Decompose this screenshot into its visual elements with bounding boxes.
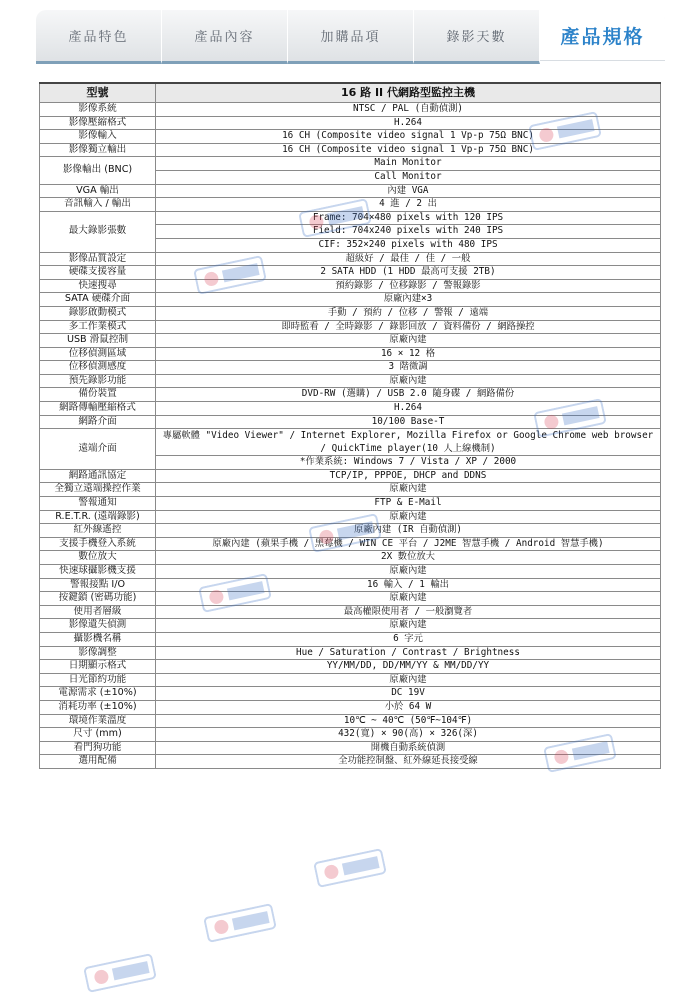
spec-value: 432(寬) × 90(高) × 326(深) <box>156 728 661 742</box>
spec-row <box>40 306 661 320</box>
spec-label: 影像遺失偵測 <box>40 619 156 633</box>
spec-row <box>40 673 661 687</box>
spec-label: 使用者層級 <box>40 605 156 619</box>
spec-label: 預先錄影功能 <box>40 374 156 388</box>
spec-label: 影像輸入 <box>40 130 156 144</box>
spec-row <box>40 388 661 402</box>
spec-value: 原廠內建×3 <box>156 293 661 307</box>
spec-value: DC 19V <box>156 687 661 701</box>
spec-row <box>40 605 661 619</box>
spec-value: H.264 <box>156 116 661 130</box>
watermark-logo <box>203 903 277 943</box>
spec-header-key: 型號 <box>40 83 156 103</box>
spec-value: 原廠內建 (IR 自動偵測) <box>156 524 661 538</box>
spec-value: DVD-RW (選購) / USB 2.0 隨身碟 / 網路備份 <box>156 388 661 402</box>
spec-row <box>40 279 661 293</box>
spec-label: 警報接點 I/O <box>40 578 156 592</box>
spec-row <box>40 700 661 714</box>
spec-row <box>40 347 661 361</box>
spec-label: 位移偵測區域 <box>40 347 156 361</box>
spec-row <box>40 728 661 742</box>
spec-row <box>40 741 661 755</box>
spec-label: R.E.T.R. (遠端錄影) <box>40 510 156 524</box>
spec-label: 攝影機名稱 <box>40 632 156 646</box>
spec-row <box>40 143 661 157</box>
spec-row <box>40 619 661 633</box>
spec-label: 電源需求 (±10%) <box>40 687 156 701</box>
spec-label: 音訊輸入 / 輸出 <box>40 198 156 212</box>
spec-value: 原廠內建 <box>156 592 661 606</box>
spec-row <box>40 524 661 538</box>
spec-row <box>40 592 661 606</box>
spec-row <box>40 157 661 171</box>
spec-label: 影像輸出 (BNC) <box>40 157 156 184</box>
spec-label: 按鍵鎖 (密碼功能) <box>40 592 156 606</box>
spec-header-row <box>40 83 661 103</box>
spec-label: 快速球攝影機支援 <box>40 565 156 579</box>
spec-value: 2X 數位放大 <box>156 551 661 565</box>
spec-label: 快速搜尋 <box>40 279 156 293</box>
spec-label: 網路通訊協定 <box>40 469 156 483</box>
spec-row <box>40 565 661 579</box>
spec-value: 原廠內建 (蘋果手機 / 黑莓機 / WIN CE 平台 / J2ME 智慧手機 / Android 智慧手機) <box>156 537 661 551</box>
spec-value: Main Monitor <box>156 157 661 171</box>
spec-label: 看門狗功能 <box>40 741 156 755</box>
spec-value: 16 CH (Composite video signal 1 Vp-p 75Ω BNC) <box>156 143 661 157</box>
spec-value: *作業系統: Windows 7 / Vista / XP / 2000 <box>156 456 661 470</box>
spec-label: 環境作業溫度 <box>40 714 156 728</box>
spec-row <box>40 402 661 416</box>
spec-label: 數位放大 <box>40 551 156 565</box>
spec-value: 原廠內建 <box>156 483 661 497</box>
tab-contents[interactable]: 產品內容 <box>162 10 288 64</box>
spec-value: 原廠內建 <box>156 334 661 348</box>
spec-label: 影像壓縮格式 <box>40 116 156 130</box>
spec-value: 4 進 / 2 出 <box>156 198 661 212</box>
spec-row <box>40 469 661 483</box>
spec-value: 10℃ ~ 40℃ (50℉~104℉) <box>156 714 661 728</box>
spec-row <box>40 266 661 280</box>
spec-row <box>40 103 661 117</box>
spec-value: NTSC / PAL (自動偵測) <box>156 103 661 117</box>
spec-row <box>40 374 661 388</box>
spec-label: 影像調整 <box>40 646 156 660</box>
spec-value: YY/MM/DD, DD/MM/YY & MM/DD/YY <box>156 660 661 674</box>
spec-row <box>40 320 661 334</box>
spec-label: 影像系統 <box>40 103 156 117</box>
spec-value: CIF: 352×240 pixels with 480 IPS <box>156 238 661 252</box>
spec-row <box>40 483 661 497</box>
spec-row <box>40 252 661 266</box>
spec-value: 16 輸入 / 1 輸出 <box>156 578 661 592</box>
spec-value: 全功能控制盤、紅外線延長接受線 <box>156 755 661 769</box>
spec-value: 最高權限使用者 / 一般瀏覽者 <box>156 605 661 619</box>
spec-label: 最大錄影張數 <box>40 211 156 252</box>
spec-value: 原廠內建 <box>156 619 661 633</box>
spec-row <box>40 537 661 551</box>
spec-label: 日光節約功能 <box>40 673 156 687</box>
spec-row <box>40 687 661 701</box>
spec-row <box>40 429 661 456</box>
spec-row <box>40 361 661 375</box>
spec-value: 3 階微調 <box>156 361 661 375</box>
spec-value: 16 × 12 格 <box>156 347 661 361</box>
tab-features[interactable]: 產品特色 <box>36 10 162 64</box>
spec-tab-bar <box>36 10 666 64</box>
spec-value: 原廠內建 <box>156 673 661 687</box>
spec-value: 小於 64 W <box>156 700 661 714</box>
spec-row <box>40 415 661 429</box>
spec-value: 內建 VGA <box>156 184 661 198</box>
spec-value: Hue / Saturation / Contrast / Brightness <box>156 646 661 660</box>
spec-row <box>40 510 661 524</box>
spec-row <box>40 130 661 144</box>
spec-label: 消耗功率 (±10%) <box>40 700 156 714</box>
spec-row <box>40 497 661 511</box>
spec-label: 影像獨立輸出 <box>40 143 156 157</box>
spec-label: 備份裝置 <box>40 388 156 402</box>
spec-label: 硬碟支援容量 <box>40 266 156 280</box>
spec-value: 6 字元 <box>156 632 661 646</box>
spec-row <box>40 714 661 728</box>
spec-label: 影像品質設定 <box>40 252 156 266</box>
spec-row <box>40 116 661 130</box>
spec-value: 原廠內建 <box>156 565 661 579</box>
spec-label: 位移偵測感度 <box>40 361 156 375</box>
spec-label: 遠端介面 <box>40 429 156 470</box>
spec-value: 即時監看 / 全時錄影 / 錄影回放 / 資料備份 / 網路操控 <box>156 320 661 334</box>
spec-label: 錄影啟動模式 <box>40 306 156 320</box>
watermark-logo <box>313 848 387 888</box>
spec-label: 網路介面 <box>40 415 156 429</box>
spec-label: USB 滑鼠控制 <box>40 334 156 348</box>
spec-value: 2 SATA HDD (1 HDD 最高可支援 2TB) <box>156 266 661 280</box>
spec-row <box>40 334 661 348</box>
spec-value: 預約錄影 / 位移錄影 / 警報錄影 <box>156 279 661 293</box>
spec-label: 選用配備 <box>40 755 156 769</box>
tab-add-ons[interactable]: 加購品項 <box>288 10 414 64</box>
spec-row <box>40 755 661 769</box>
spec-label: 尺寸 (mm) <box>40 728 156 742</box>
spec-value: 原廠內建 <box>156 374 661 388</box>
spec-row <box>40 211 661 225</box>
spec-value: 超級好 / 最佳 / 佳 / 一般 <box>156 252 661 266</box>
spec-label: 支援手機登入系統 <box>40 537 156 551</box>
spec-label: 日期顯示格式 <box>40 660 156 674</box>
spec-label: 多工作業模式 <box>40 320 156 334</box>
spec-value: 手動 / 預約 / 位移 / 警報 / 遠端 <box>156 306 661 320</box>
spec-value: 16 CH (Composite video signal 1 Vp-p 75Ω BNC) <box>156 130 661 144</box>
spec-row <box>40 646 661 660</box>
spec-value: Call Monitor <box>156 170 661 184</box>
spec-label: 網路傳輸壓縮格式 <box>40 402 156 416</box>
watermark-logo <box>83 953 157 993</box>
spec-value: 10/100 Base-T <box>156 415 661 429</box>
spec-value: Field: 704x240 pixels with 240 IPS <box>156 225 661 239</box>
spec-value: 專屬軟體 "Video Viewer" / Internet Explorer, Mozilla Firefox or Google Chrome web browser / QuickTime player(10 人上線機制) <box>156 429 661 456</box>
spec-table-body <box>40 83 661 768</box>
spec-row <box>40 660 661 674</box>
spec-row <box>40 551 661 565</box>
spec-label: SATA 硬碟介面 <box>40 293 156 307</box>
spec-row <box>40 184 661 198</box>
spec-label: VGA 輸出 <box>40 184 156 198</box>
spec-row <box>40 578 661 592</box>
spec-value: FTP & E-Mail <box>156 497 661 511</box>
spec-table <box>39 82 661 769</box>
spec-value: 原廠內建 <box>156 510 661 524</box>
spec-row <box>40 293 661 307</box>
spec-value: H.264 <box>156 402 661 416</box>
tab-specifications[interactable]: 產品規格 <box>540 10 666 64</box>
spec-row <box>40 198 661 212</box>
spec-label: 紅外線遙控 <box>40 524 156 538</box>
spec-value: Frame: 704×480 pixels with 120 IPS <box>156 211 661 225</box>
tab-recording-days[interactable]: 錄影天數 <box>414 10 540 64</box>
spec-label: 全獨立遠端操控作業 <box>40 483 156 497</box>
spec-label: 警報通知 <box>40 497 156 511</box>
spec-row <box>40 632 661 646</box>
spec-header-model: 16 路 II 代網路型監控主機 <box>156 83 661 103</box>
spec-value: 開機自動系統偵測 <box>156 741 661 755</box>
spec-value: TCP/IP, PPPOE, DHCP and DDNS <box>156 469 661 483</box>
